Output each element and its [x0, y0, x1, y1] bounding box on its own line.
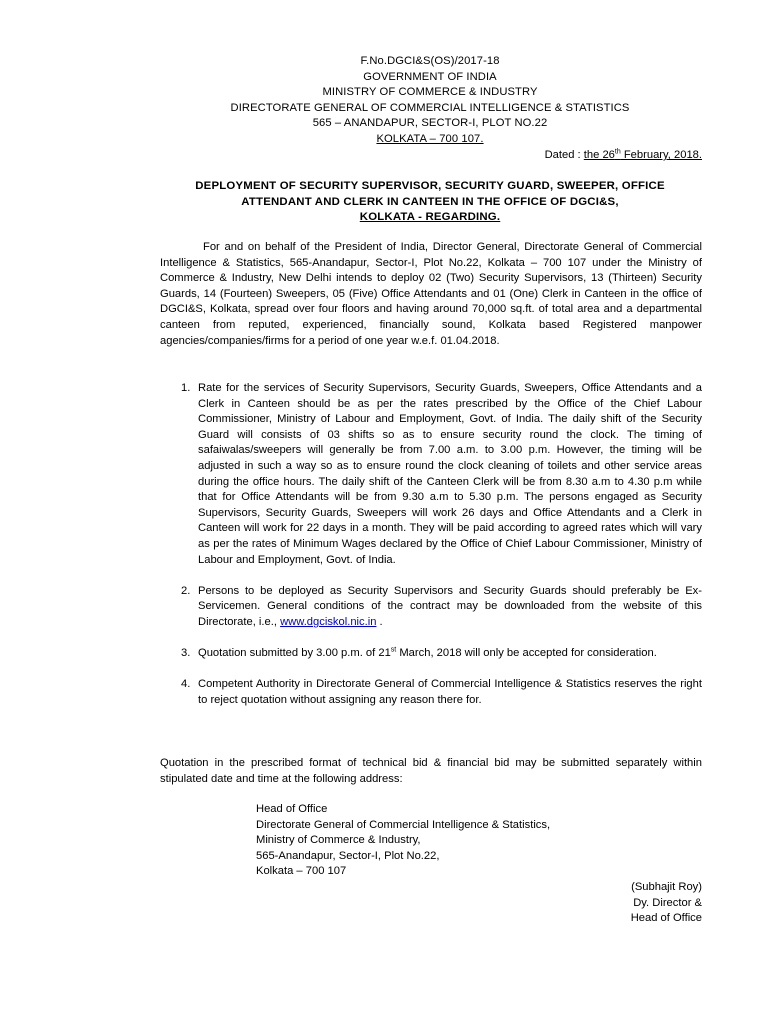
list-item: 1. Rate for the services of Security Supervisors, Security Guards, Sweepers, Office Attendants and a Clerk in Canteen should be as per the rates prescribed by the Office of the Chief Labour Commissioner, Ministry of Labour and Employment, Govt. of India. The daily shift of the Security Guard will consists of 03 shifts so as to ensure security round the clock. The timing of safaiwalas/sweepers will generally be from 7.00 a.m. to 3.00 p.m. However, the timing will be adjusted in such a way so as to ensure round the clock cleaning of toilets and other service areas during the office hours. The daily shift of the Canteen Clerk will be from 8.30 a.m to 4.30 p.m while that for Office Attendants will be from 9.30 a.m to 5.30 p.m. The persons engaged as Security Supervisors, Security Guards, Sweepers will work 26 days and Office Attendants and a Clerk in Canteen will work for 22 days in a month. They will be paid according to agreed rates which will vary as per the rates of Minimum Wages declared by the Office of Chief Labour Commissioner, Ministry of Labour and Employment, Govt. of India. [181, 382, 702, 566]
address-line: Ministry of Commerce & Industry, [256, 834, 421, 847]
header-city: KOLKATA – 700 107. [376, 132, 484, 145]
signatory-designation: Head of Office [630, 912, 702, 925]
website-link[interactable]: www.dgciskol.nic.in [280, 615, 377, 628]
list-item: 3. Quotation submitted by 3.00 p.m. of 21st March, 2018 will only be accepted for consideration. [181, 646, 657, 660]
header-address: 565 – ANANDAPUR, SECTOR-I, PLOT NO.22 [312, 117, 548, 130]
signatory-designation: Dy. Director & [633, 896, 702, 909]
terms-list [181, 381, 702, 724]
government-name: GOVERNMENT OF INDIA [363, 70, 497, 83]
ministry-name: MINISTRY OF COMMERCE & INDUSTRY [322, 86, 538, 99]
list-item: 2. Persons to be deployed as Security Supervisors and Security Guards should preferably be Ex-Servicemen. General conditions of the contract may be downloaded from the website of this Directorate, i.e., www.dgciskol.nic.in . [181, 584, 702, 628]
file-number: F.No.DGCI&S(OS)/2017-18 [360, 55, 500, 67]
date-line [545, 148, 702, 164]
address-line: Directorate General of Commercial Intelligence & Statistics, [256, 818, 551, 831]
intro-paragraph: For and on behalf of the President of India, Director General, Directorate General of Commercial Intelligence & Statistics, 565-Anandapur, Sector-I, Plot No.22, Kolkata – 700 107 under the Ministry of Commerce & Industry, New Delhi intends to deploy 02 (Two) Security Supervisors, 13 (Thirteen) Security Guards, 14 (Fourteen) Sweepers, 05 (Five) Office Attendants and 01 (One) Clerk in Canteen in the office of DGCI&S, Kolkata, spread over four floors and having around 70,000 sq.ft. of total area and a departmental canteen from reputed, experienced, financially sound, Kolkata based Registered manpower agencies/companies/firms for a period of one year w.e.f. 01.04.2018. [160, 241, 702, 347]
signatory-name: (Subhajit Roy) [631, 881, 702, 893]
subject-heading [160, 179, 700, 226]
closing-paragraph: Quotation in the prescribed format of technical bid & financial bid may be submitted separately within stipulated date and time at the following address: [160, 757, 702, 785]
date-value: the 26th February, 2018. [583, 148, 702, 161]
subject-line-1: DEPLOYMENT OF SECURITY SUPERVISOR, SECURITY GUARD, SWEEPER, OFFICE [195, 180, 665, 192]
address-line: 565-Anandapur, Sector-I, Plot No.22, [256, 849, 440, 862]
submission-address [256, 802, 550, 880]
list-item: 4. Competent Authority in Directorate General of Commercial Intelligence & Statistics reserves the right to reject quotation without assigning any reason there for. [181, 678, 702, 706]
address-line: Kolkata – 700 107 [256, 865, 347, 878]
address-line: Head of Office [256, 803, 328, 815]
subject-line-3: KOLKATA - REGARDING. [359, 211, 501, 224]
directorate-name: DIRECTORATE GENERAL OF COMMERCIAL INTELLIGENCE & STATISTICS [230, 101, 630, 114]
signature-block [631, 880, 702, 927]
date-label: Dated : [544, 149, 584, 161]
letter-header [160, 54, 700, 148]
subject-line-2: ATTENDANT AND CLERK IN CANTEEN IN THE OFFICE OF DGCI&S, [241, 195, 619, 208]
